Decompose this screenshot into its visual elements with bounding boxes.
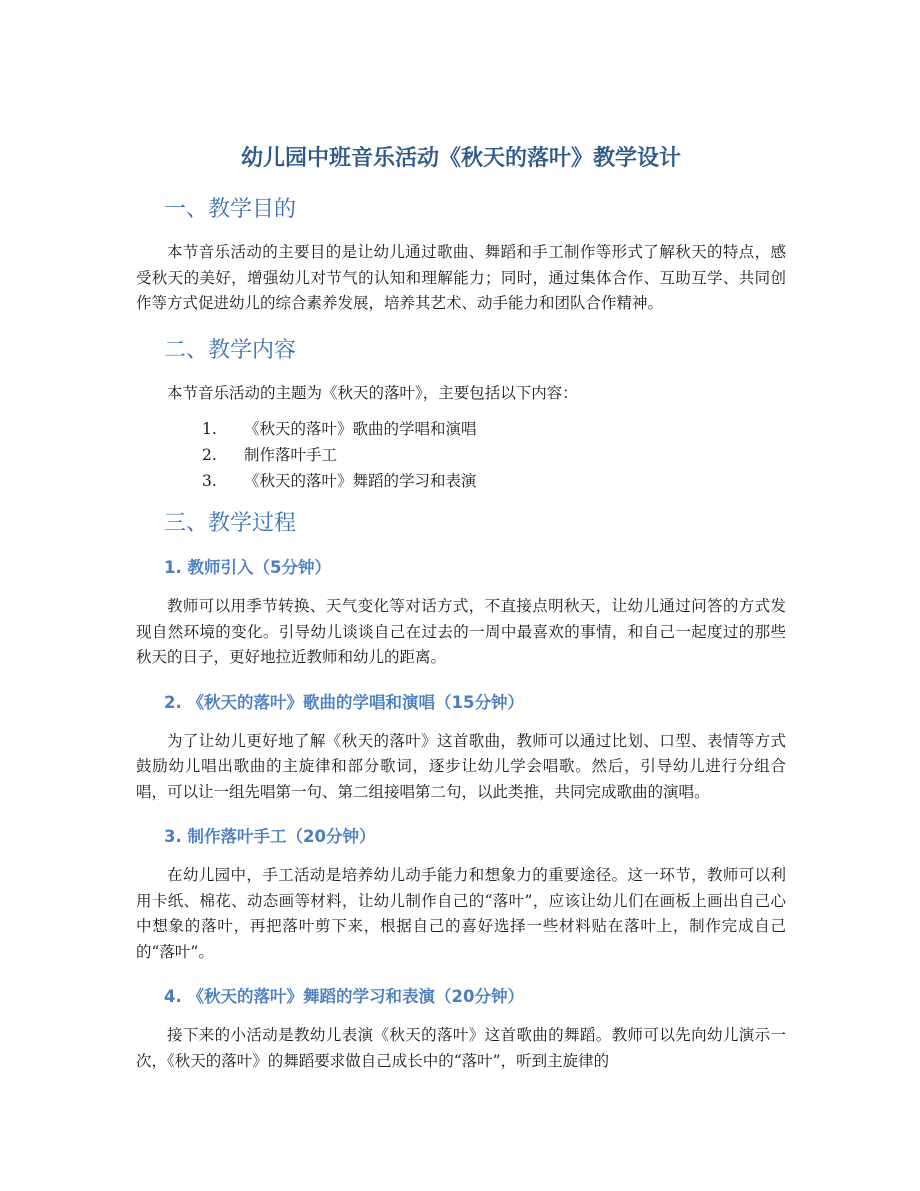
list-item-text: 《秋天的落叶》舞蹈的学习和表演 (244, 472, 477, 490)
list-item (136, 442, 786, 468)
list-item-text: 制作落叶手工 (244, 446, 338, 464)
section-heading-objectives: 一、教学目的 (164, 197, 297, 222)
list-item (136, 416, 786, 442)
subsection-paragraph-craft: 在幼儿园中，手工活动是培养幼儿动手能力和想象力的重要途径。这一环节，教师可以利用卡纸、棉花、动态画等材料，让幼儿制作自己的“落叶”，应该让幼儿们在画板上画出自己心中想象的落叶，再把落叶剪下来，根据自己的喜好选择一些材料贴在落叶上，制作完成自己的“落叶”。 (136, 866, 786, 961)
content-list (136, 416, 786, 494)
document-title: 幼儿园中班音乐活动《秋天的落叶》教学设计 (240, 146, 681, 171)
list-item-number: 3. (202, 472, 217, 490)
list-item-number: 1. (202, 420, 217, 438)
section-heading-process: 三、教学过程 (164, 511, 297, 536)
section-heading-content: 二、教学内容 (164, 337, 297, 363)
subsection-heading-song: 2. 《秋天的落叶》歌曲的学唱和演唱（15分钟） (164, 692, 524, 712)
subsection-paragraph-song: 为了让幼儿更好地了解《秋天的落叶》这首歌曲，教师可以通过比划、口型、表情等方式鼓励幼儿唱出歌曲的主旋律和部分歌词，逐步让幼儿学会唱歌。然后，引导幼儿进行分组合唱，可以让一组先唱第一句、第二组接唱第二句，以此类推，共同完成歌曲的演唱。 (136, 731, 786, 801)
section-paragraph-objectives: 本节音乐活动的主要目的是让幼儿通过歌曲、舞蹈和手工制作等形式了解秋天的特点，感受秋天的美好，增强幼儿对节气的认知和理解能力；同时，通过集体合作、互助互学、共同创作等方式促进幼儿的综合素养发展，培养其艺术、动手能力和团队合作精神。 (136, 243, 786, 312)
list-item (136, 468, 786, 494)
subsection-heading-dance: 4. 《秋天的落叶》舞蹈的学习和表演（20分钟） (164, 987, 524, 1006)
list-item-text: 《秋天的落叶》歌曲的学唱和演唱 (244, 420, 477, 438)
subsection-heading-intro: 1. 教师引入（5分钟） (164, 558, 331, 577)
subsection-paragraph-intro: 教师可以用季节转换、天气变化等对话方式，不直接点明秋天，让幼儿通过问答的方式发现自然环境的变化。引导幼儿谈谈自己在过去的一周中最喜欢的事情，和自己一起度过的那些秋天的日子，更好地拉近教师和幼儿的距离。 (136, 597, 786, 666)
document-page (136, 142, 786, 1092)
subsection-paragraph-dance: 接下来的小活动是教幼儿表演《秋天的落叶》这首歌曲的舞蹈。教师可以先向幼儿演示一次，《秋天的落叶》的舞蹈要求做自己成长中的“落叶”，听到主旋律的 (136, 1026, 786, 1070)
subsection-heading-craft: 3. 制作落叶手工（20分钟） (164, 827, 376, 846)
list-item-number: 2. (202, 446, 217, 464)
section-paragraph-content: 本节音乐活动的主题为《秋天的落叶》，主要包括以下内容： (167, 383, 578, 402)
